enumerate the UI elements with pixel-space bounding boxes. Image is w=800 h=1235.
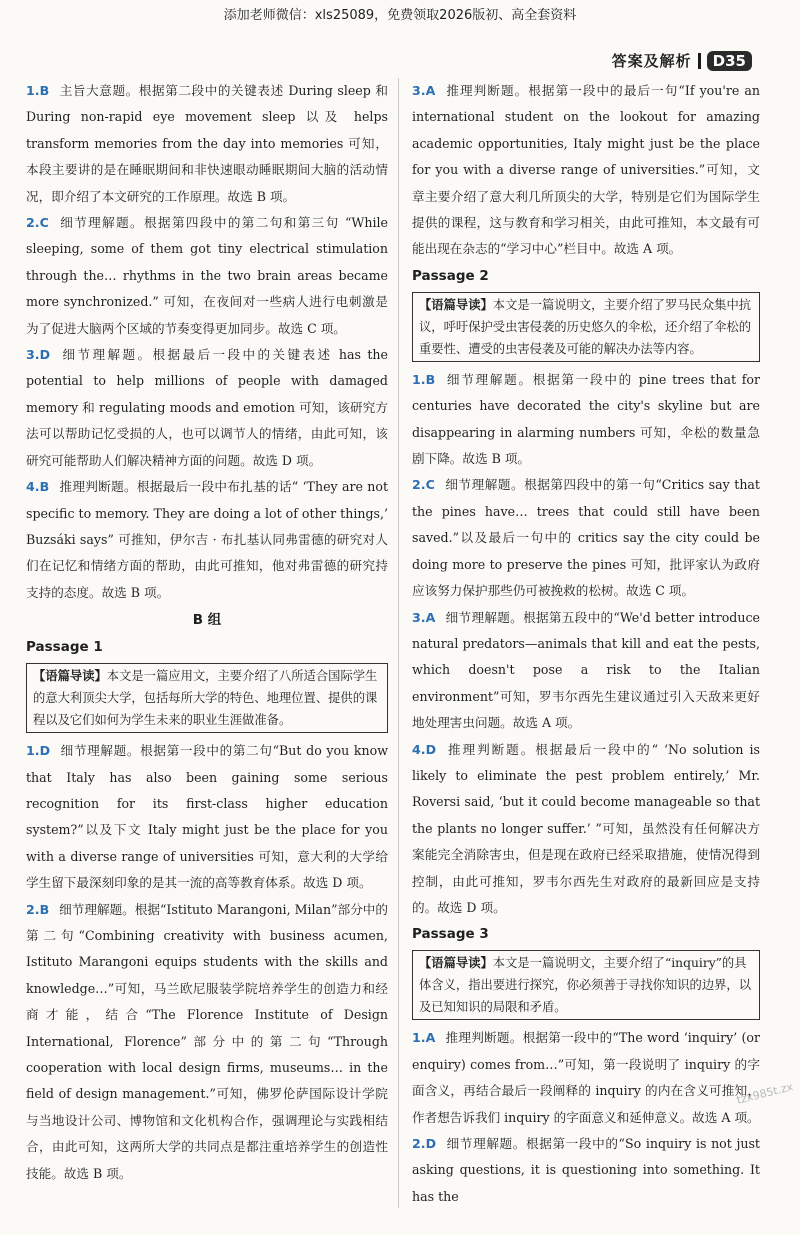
right-column [412, 78, 760, 1210]
answer-item: 1.A 推理判断题。根据第一段中的“The word ‘inquiry’ (or enquiry) comes from…”可知，第一段说明了 inquiry 的字面含义，再结合最后一段阐释的 inquiry 的内在含义可推知，作者想告诉我们 inquiry 的字面意义和延伸意义。故选 A 项。 [412, 1030, 760, 1125]
answer-item: 2.C 细节理解题。根据第四段中的第一句“Critics say that the pines have… trees that could still have been saved.”以及最后一句中的 critics say the city could be doing more to preserve the pines 可知，批评家认为政府应该努力保护那些仍可被挽救的松树。故选 C 项。 [412, 477, 760, 599]
column-divider [398, 78, 399, 1208]
watermark: tzx985t.zx [735, 1080, 795, 1107]
passage-title: Passage 3 [412, 926, 489, 943]
answer-letter: C [39, 215, 49, 231]
passage-title: Passage 1 [26, 639, 103, 656]
answer-item: 4.B 推理判断题。根据最后一段中布扎基的话“ ‘They are not specific to memory. They are doing a lot of other things,’ Buzsáki says” 可推知，伊尔吉 · 布扎基认同弗雷德的研究对人们在记忆和情绪方面的帮助，由此可推知，他对弗雷德的研究持支持的态度。故选 B 项。 [26, 479, 388, 600]
answer-item: 4.D 推理判断题。根据最后一段中的“ ‘No solution is likely to eliminate the pest problem entirely,’ Mr. Roversi said, ‘but it could become manageable so that the plants no longer suffer.’ ”可知，虽然没有任何解决方案能完全消除害虫，但是现在政府已经采取措施，使情况得到控制，由此可推知，罗韦尔西先生对政府的最新回应是支持的。故选 D 项。 [412, 741, 760, 915]
answer-item: 2.B 细节理解题。根据“Istituto Marangoni, Milan”部分中的第二句“Combining creativity with business acumen, Istituto Marangoni equips students with the skills and knowledge…”可知，马兰欧尼服装学院培养学生的创造力和经商才能，结合“The Florence Institute of Design International, Florence”部分中的第二句“Through cooperation with local design firms, museums… in the field of design management.”可知，佛罗伦萨国际设计学院与当地设计公司、博物馆和文化机构合作，强调理论与实践相结合，由此可知，这两所大学的共同点是都注重培养学生的创造性技能。故选 B 项。 [26, 901, 388, 1181]
reading-guide-box: 【语篇导读】本文是一篇应用文，主要介绍了八所适合国际学生的意大利顶尖大学，包括每所大学的特色、地理位置、提供的课程以及它们如何为学生未来的职业生涯做准备。 [26, 663, 388, 733]
answer-item: 3.A 推理判断题。根据第一段中的最后一句“If you're an international student on the lookout for amazing academic opportunities, Italy might just be the place for you with a diverse range of universities.”可知，文章主要介绍了意大利几所顶尖的大学，特别是它们为国际学生提供的课程，这与教育和学习相关，由此可推知，本文最有可能出现在杂志的“学习中心”栏目中。故选 A 项。 [412, 83, 760, 257]
page-code-badge: D35 [707, 51, 752, 71]
answer-letter: A [425, 609, 436, 625]
answer-letter: A [425, 83, 436, 98]
page-header [612, 50, 752, 71]
header-separator [698, 53, 701, 69]
group-heading: B 组 [192, 612, 222, 629]
answer-letter: B [425, 371, 436, 387]
answer-item: 3.A 细节理解题。根据第五段中的“We'd better introduce natural predators—animals that kill and eat the pests, which doesn't pose a risk to the Italian environment”可知，罗韦尔西先生建议通过引入天敌来更好地处理害虫问题。故选 A 项。 [412, 609, 760, 731]
top-banner: 添加老师微信：xls25089，免费领取2026版初、高全套资料 [223, 8, 577, 23]
passage-title: Passage 2 [412, 267, 489, 284]
answer-item: 3.D 细节理解题。根据最后一段中的关键表述 has the potential to help millions of people with damaged memory 和 regulating moods and emotion 可知，该研究方法可以帮助记忆受损的人，也可以调节人的情绪，由此可知，该研究可能帮助人们解决精神方面的问题。故选 D 项。 [26, 347, 388, 468]
answer-item: 2.C 细节理解题。根据第四段中的第二句和第三句 “While sleeping, some of them got tiny electrical stimulation through the… rhythms in the two brain areas became more synchronized.” 可知，在夜间对一些病人进行电刺激是为了促进大脑两个区域的节奏变得更加同步。故选 C 项。 [26, 215, 388, 336]
answer-item: 1.B 细节理解题。根据第一段中的 pine trees that for centuries have decorated the city's skyline but are disappearing in alarming numbers 可知，伞松的数量急剧下降。故选 B 项。 [412, 371, 760, 467]
answer-item: 1.D 细节理解题。根据第一段中的第二句“But do you know that Italy has also been gaining some serious recognition for its first-class higher education system?”以及下文 Italy might just be the place for you with a diverse range of universities 可知，意大利的大学给学生留下最深刻印象的是其一流的高等教育体系。故选 D 项。 [26, 743, 388, 891]
answer-letter: A [425, 1030, 436, 1046]
header-title: 答案及解析 [611, 52, 692, 70]
reading-guide-box: 【语篇导读】本文是一篇说明文，主要介绍了“inquiry”的具体含义，指出要进行探究，你必须善于寻找你知识的边界，以及已知知识的局限和矛盾。 [412, 950, 760, 1020]
reading-guide-box: 【语篇导读】本文是一篇说明文，主要介绍了罗马民众集中抗议，呼吁保护受虫害侵袭的历史悠久的伞松，还介绍了伞松的重要性、遭受的虫害侵袭及可能的解决办法等内容。 [412, 292, 760, 362]
answer-item: 2.D 细节理解题。根据第一段中的“So inquiry is not just asking questions, it is questioning into something. It has the [412, 1136, 760, 1204]
answer-letter: D [39, 743, 51, 759]
answer-letter: D [425, 1136, 437, 1151]
answer-letter: C [425, 477, 435, 493]
left-column [26, 78, 388, 1187]
answer-letter: B [39, 83, 50, 98]
answer-item: 1.B 主旨大意题。根据第二段中的关键表述 During sleep 和 During non-rapid eye movement sleep 以及 helps transform memories from the day into memories 可知，本段主要讲的是在睡眠期间和非快速眼动睡眠期间大脑的活动情况，即介绍了本文研究的工作原理。故选 B 项。 [26, 83, 388, 204]
answer-letter: D [425, 741, 437, 757]
answer-letter: D [39, 347, 51, 363]
answer-letter: B [39, 901, 50, 917]
answer-letter: B [39, 479, 50, 495]
